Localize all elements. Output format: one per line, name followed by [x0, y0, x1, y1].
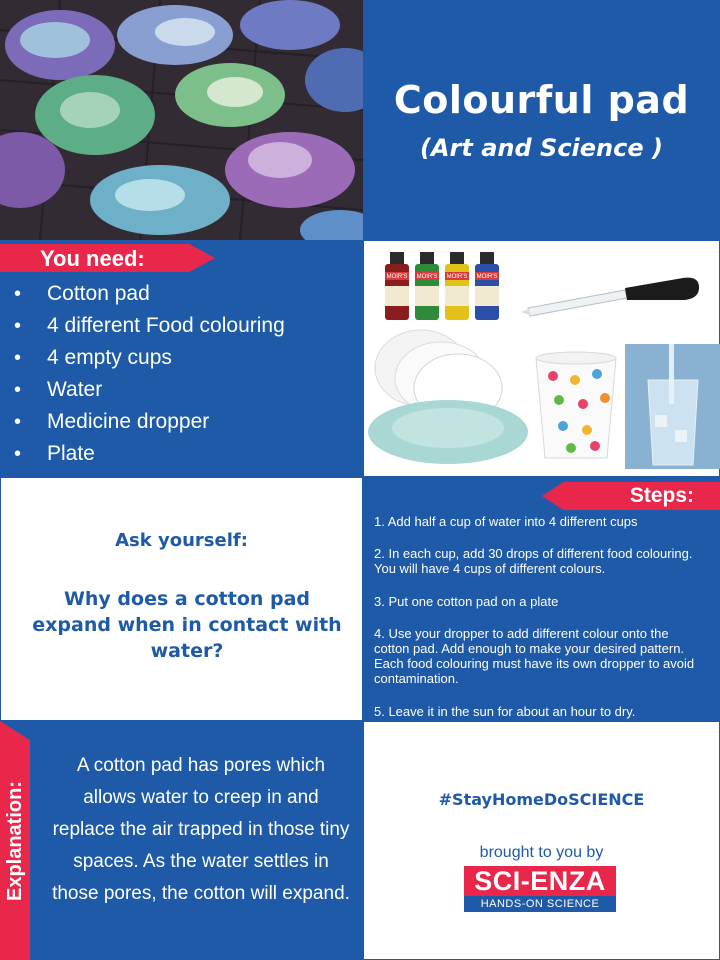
title-panel — [363, 0, 720, 240]
bottle-label: MOIR'S — [476, 274, 498, 280]
list-item: • 4 empty cups — [14, 342, 285, 374]
step-item: 1. Add half a cup of water into 4 different cups — [374, 514, 638, 529]
you-need-tag — [0, 244, 215, 272]
medicine-dropper-image — [521, 278, 699, 316]
step-item: 3. Put one cotton pad on a plate — [374, 594, 559, 609]
explanation-text: A cotton pad has pores which allows water to creep in and replace the air trapped in those tiny spaces. As the water settles in those pores, the cotton will expand. — [52, 755, 350, 904]
list-item: • 4 different Food colouring — [14, 310, 285, 342]
step-item: 2. In each cup, add 30 drops of different food colouring. You will have 4 cups of different colours. — [374, 546, 693, 576]
list-item: • Water — [14, 374, 285, 406]
plate-image — [368, 400, 528, 464]
logo-tagline: HANDS-ON SCIENCE — [464, 896, 616, 912]
cotton-pads-illustration — [0, 0, 363, 240]
list-item: • Plate — [14, 438, 285, 470]
bottle-label: MOIR'S — [416, 274, 438, 280]
steps-tag — [542, 482, 720, 510]
promo-panel — [363, 721, 720, 960]
paper-cup-image — [536, 352, 616, 458]
step-item: 5. Leave it in the sun for about an hour to dry. — [374, 704, 636, 719]
water-glass-image — [625, 344, 720, 469]
page-title: Colourful pad — [393, 78, 690, 122]
you-need-heading: You need: — [40, 246, 145, 271]
hashtag: #StayHomeDoSCIENCE — [438, 790, 645, 809]
logo-name: SCI-ENZA — [464, 866, 616, 896]
step-item: 4. Use your dropper to add different colour onto the cotton pad. Add enough to make your desired pattern. Each food colouring must have its own dropper to avoid contamination. — [374, 626, 695, 686]
materials-list — [14, 278, 285, 470]
bottle-label: MOIR'S — [446, 274, 468, 280]
list-item: • Medicine dropper — [14, 406, 285, 438]
food-colouring-bottles — [385, 252, 499, 320]
steps-heading: Steps: — [629, 484, 694, 507]
supplies-panel — [363, 240, 720, 477]
brought-to-you-by: brought to you by — [479, 844, 604, 861]
page-subtitle: (Art and Science ) — [420, 134, 663, 162]
ask-yourself-heading: Ask yourself: — [115, 530, 248, 551]
cotton-pads-photo — [0, 0, 363, 240]
sci-enza-logo — [464, 866, 616, 912]
list-item: • Cotton pad — [14, 278, 285, 310]
explanation-heading: Explanation: — [4, 781, 26, 902]
bottle-label: MOIR'S — [386, 274, 408, 280]
supplies-illustration — [363, 240, 720, 477]
ask-question: Why does a cotton pad expand when in contact with water? — [32, 588, 342, 662]
